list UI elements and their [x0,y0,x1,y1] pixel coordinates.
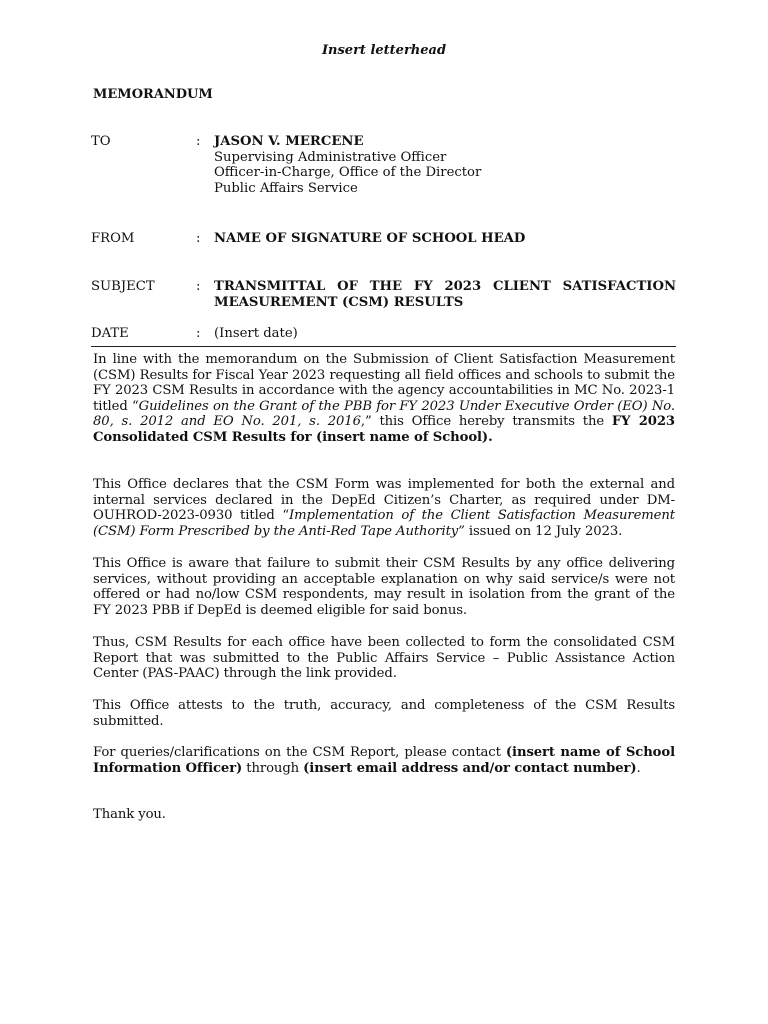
header-divider [91,346,676,347]
paragraph-collection: Thus, CSM Results for each office have been collected to form the consolidated CSM Report that was submitted to the Public Affairs Service – Public Assistance Action Center (PAS-PAAC) through the link provided. [93,635,675,682]
from-value [214,231,676,247]
p1-text: In line with the memorandum on the Submission of Client Satisfaction Measurement (CSM) Results for Fiscal Year 2023 requesting all field offices and schools to submit the FY 2023 CSM Results in accordance with the agency accountabilities in MC No. 2023-1 titled “ [93,352,675,414]
recipient-office: Officer-in-Charge, Office of the Director [214,165,482,181]
paragraph-awareness: This Office is aware that failure to submit their CSM Results by any office delivering services, without providing an acceptable explanation on why said service/s were not offered or had no/low CSM respondents, may result in isolation from the grant of the FY 2023 PBB if DepEd is deemed eligible for said bonus. [93,556,675,618]
paragraph-attestation: This Office attests to the truth, accuracy, and completeness of the CSM Results submitted. [93,698,675,729]
subject-label: SUBJECT [91,279,155,294]
p1-guidelines-title: Guidelines on the Grant of the PBB for FY 2023 Under Executive Order (EO) No. 80, s. 2012 and EO No. 201, s. 2016 [93,398,675,430]
paragraph-queries [93,745,675,776]
p1-text-continued: ,” this Office hereby transmits the [360,414,612,430]
paragraph-declaration [93,477,675,539]
p6-text: For queries/clarifications on the CSM Report, please contact [93,745,506,760]
to-label: TO [91,134,111,149]
date-colon: : [196,326,201,341]
to-value [214,134,676,196]
sender-name: NAME OF SIGNATURE OF SCHOOL HEAD [214,231,526,246]
p2-text: This Office declares that the CSM Form was implemented for both the external and internal services declared in the DepEd Citizen’s Charter, as required under DM-OUHROD-2023-0930 titled “ [93,477,675,524]
date-text: (Insert date) [214,326,298,341]
p2-text-continued: issued on 12 July 2023. [464,523,623,539]
date-label: DATE [91,326,129,341]
date-value [214,326,676,342]
memo-title: MEMORANDUM [93,87,213,102]
paragraph-transmittal [93,352,675,446]
subject-colon: : [196,279,201,294]
from-colon: : [196,231,201,246]
recipient-position: Supervising Administrative Officer [214,149,447,165]
letterhead-placeholder: Insert letterhead [321,43,447,58]
to-colon: : [196,134,201,149]
p1-consolidated-results: FY 2023 Consolidated CSM Results for (insert name of School). [93,414,676,445]
p6-contact-info: (insert email address and/or contact number) [303,760,637,776]
recipient-service: Public Affairs Service [214,180,358,196]
recipient-name: JASON V. MERCENE [214,134,364,149]
p6-period: . [636,760,641,776]
from-label: FROM [91,231,135,246]
closing-thank-you: Thank you. [93,807,166,822]
p6-officer-name: (insert name of School Information Officer) [93,745,675,776]
p2-implementation-title: Implementation of the Client Satisfaction Measurement (CSM) Form Prescribed by the Anti-Red Tape Authority” [93,508,675,539]
subject-value [214,279,676,310]
p6-through: through [242,760,304,776]
subject-text: TRANSMITTAL OF THE FY 2023 CLIENT SATISFACTION MEASUREMENT (CSM) RESULTS [214,279,676,310]
